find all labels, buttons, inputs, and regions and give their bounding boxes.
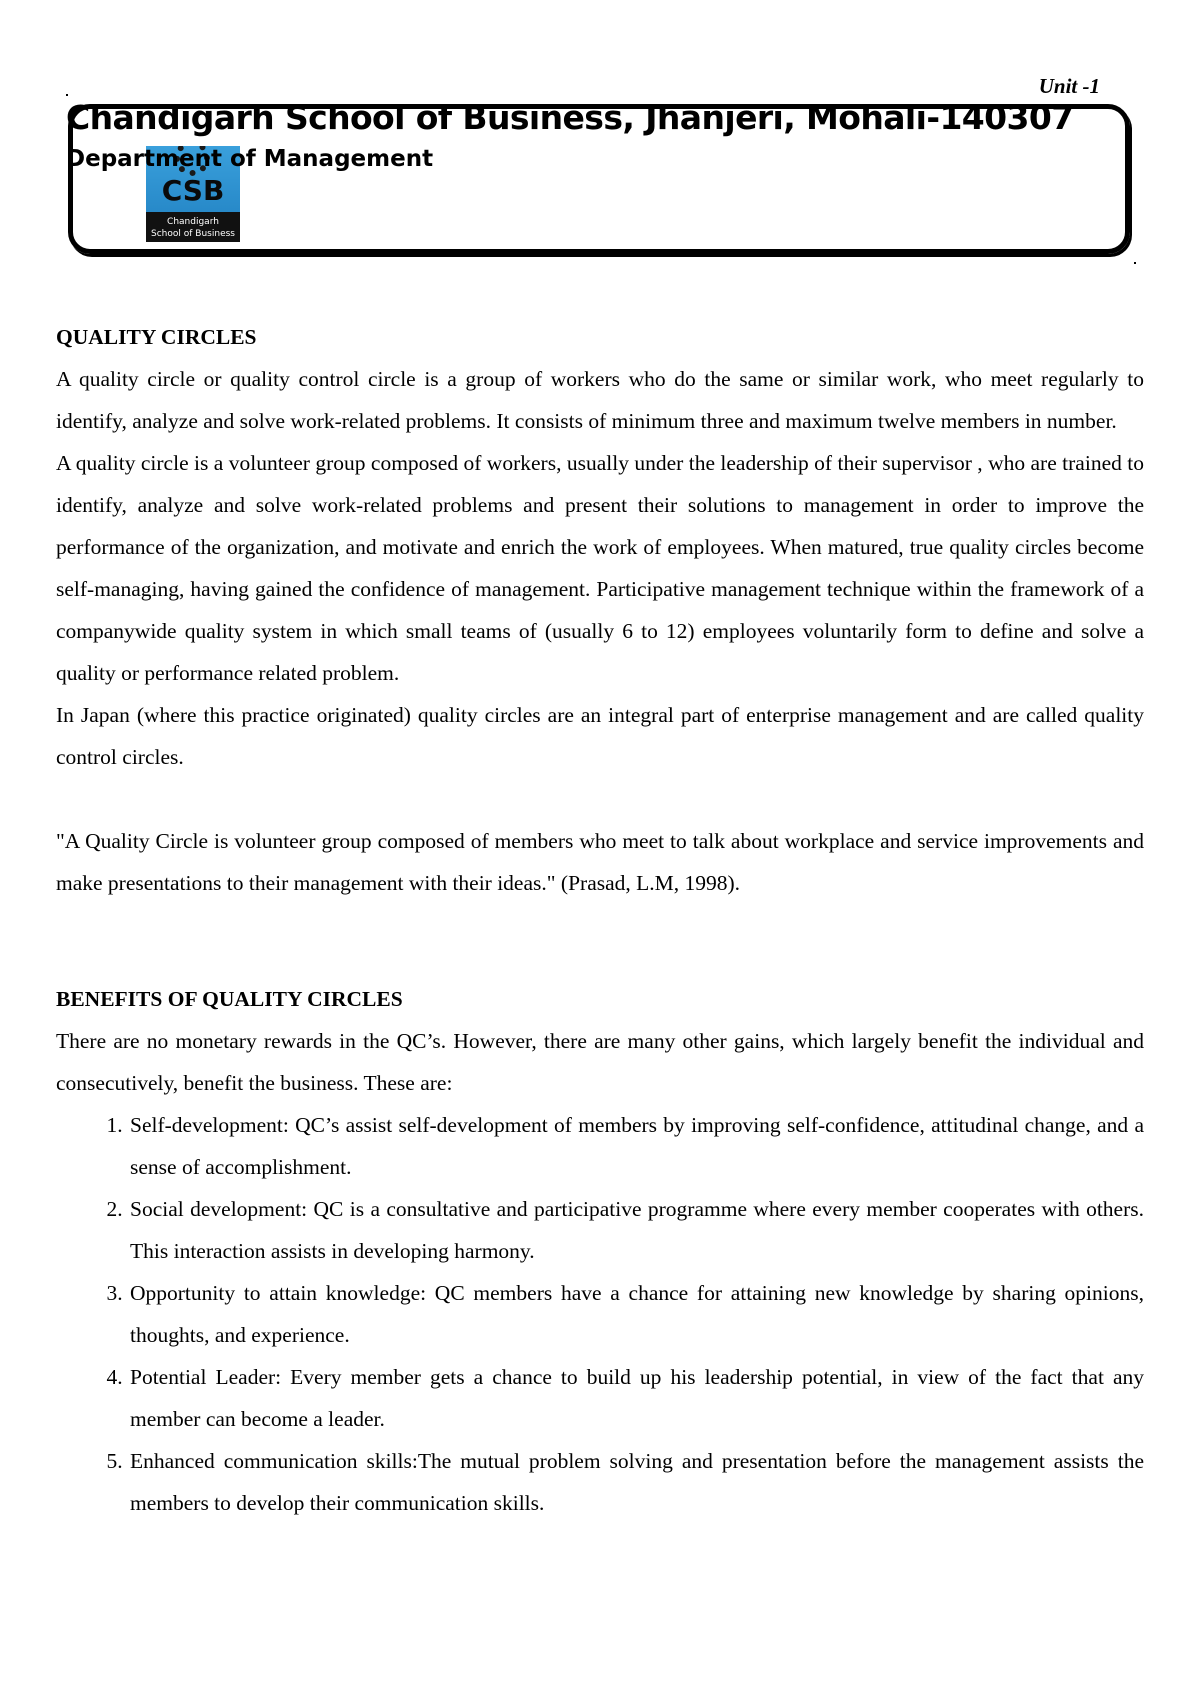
department-title: Department of Management (66, 146, 434, 172)
list-item: 1. Self-development: QC’s assist self-development of members by improving self-confidence, attitudinal change, and a sense of accomplishment. (128, 1104, 1144, 1188)
document-body (56, 316, 1144, 1524)
list-item: 5. Enhanced communication skills:The mutual problem solving and presentation before the management assists the members to develop their communication skills. (128, 1440, 1144, 1524)
logo-abbr: CSB (161, 174, 225, 207)
list-item: 2. Social development: QC is a consultative and participative programme where every member cooperates with others. This interaction assists in developing harmony. (128, 1188, 1144, 1272)
corner-mark (1134, 262, 1136, 264)
logo-caption-line2: School of Business (151, 229, 235, 239)
list-item: 4. Potential Leader: Every member gets a chance to build up his leadership potential, in view of the fact that any member can become a leader. (128, 1356, 1144, 1440)
unit-label: Unit -1 (1038, 74, 1100, 98)
section-heading-quality-circles: QUALITY CIRCLES (56, 325, 257, 349)
corner-mark (66, 94, 68, 96)
paragraph: A quality circle or quality control circle is a group of workers who do the same or similar work, who meet regularly to identify, analyze and solve work-related problems. It consists of minimum three and maximum twelve members in number. (56, 367, 1144, 433)
logo-caption-line1: Chandigarh (167, 217, 219, 227)
logo-caption (146, 212, 240, 242)
list-item: 3. Opportunity to attain knowledge: QC members have a chance for attaining new knowledge by sharing opinions, thoughts, and experience. (128, 1272, 1144, 1356)
paragraph: A quality circle is a volunteer group composed of workers, usually under the leadership of their supervisor , who are trained to identify, analyze and solve work-related problems and present their solutions to management in order to improve the performance of the organization, and motivate and enrich the work of employees. When matured, true quality circles become self-managing, having gained the confidence of management. Participative management technique within the framework of a companywide quality system in which small teams of (usually 6 to 12) employees voluntarily form to define and solve a quality or performance related problem. (56, 451, 1144, 685)
quote-paragraph: "A Quality Circle is volunteer group composed of members who meet to talk about workplace and service improvements and make presentations to their management with their ideas." (Prasad, L.M, 1998). (56, 829, 1144, 895)
section-heading-benefits: BENEFITS OF QUALITY CIRCLES (56, 987, 403, 1011)
paragraph: There are no monetary rewards in the QC’s. However, there are many other gains, which largely benefit the individual and consecutively, benefit the business. These are: (56, 1029, 1144, 1095)
school-title: Chandigarh School of Business, Jhanjeri, Mohali-140307 (66, 98, 1074, 137)
benefits-list (56, 1104, 1144, 1524)
paragraph: In Japan (where this practice originated) quality circles are an integral part of enterprise management and are called quality control circles. (56, 703, 1144, 769)
